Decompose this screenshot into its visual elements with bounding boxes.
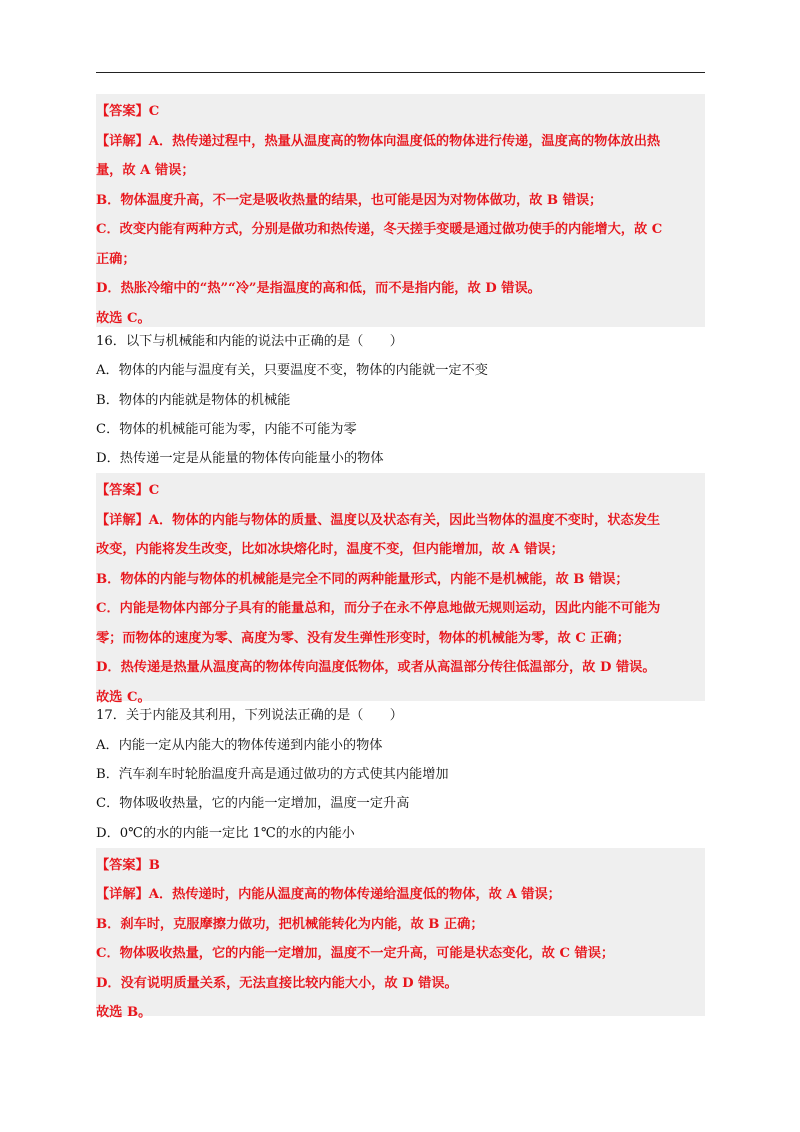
question-17 bbox=[96, 701, 705, 847]
answer-line: B．刹车时，克服摩擦力做功，把机械能转化为内能，故 B 正确； bbox=[96, 916, 484, 932]
answer-line: D．热胀冷缩中的“热”“冷”是指温度的高和低，而不是指内能，故 D 错误。 bbox=[96, 281, 541, 296]
answer-line: 【答案】B bbox=[96, 857, 160, 873]
option-c: C．物体的机械能可能为零，内能不可能为零 bbox=[96, 421, 357, 437]
answer-line: C．物体吸收热量，它的内能一定增加，温度不一定升高，可能是状态变化，故 C 错误； bbox=[96, 946, 615, 962]
option-a: A．物体的内能与温度有关，只要温度不变，物体的内能就一定不变 bbox=[96, 363, 488, 379]
answer-line: D．没有说明质量关系，无法直接比较内能大小，故 D 错误。 bbox=[96, 975, 458, 991]
answer-line: 【详解】A．热传递过程中，热量从温度高的物体向温度低的物体进行传递，温度高的物体放出热 bbox=[96, 133, 661, 149]
answer-line: C．内能是物体内部分子具有的能量总和，而分子在永不停息地做无规则运动，因此内能不可能为 bbox=[96, 601, 661, 617]
answer-line: 正确； bbox=[96, 251, 136, 267]
answer-line: 故选 C。 bbox=[96, 689, 151, 705]
answer-block-15 bbox=[96, 94, 705, 327]
header-rule bbox=[96, 72, 705, 73]
answer-line: 【详解】A．物体的内能与物体的质量、温度以及状态有关，因此当物体的温度不变时，状态发生 bbox=[96, 512, 661, 528]
answer-line: 【答案】C bbox=[96, 104, 160, 119]
question-stem: 16．以下与机械能和内能的说法中正确的是（ ） bbox=[96, 334, 403, 349]
answer-line: 【详解】A．热传递时，内能从温度高的物体传递给温度低的物体，故 A 错误； bbox=[96, 887, 561, 903]
answer-line: B．物体的内能与物体的机械能是完全不同的两种能量形式，内能不是机械能，故 B 错误； bbox=[96, 571, 629, 587]
option-b: B．汽车刹车时轮胎温度升高是通过做功的方式使其内能增加 bbox=[96, 767, 449, 783]
option-c: C．物体吸收热量，它的内能一定增加，温度一定升高 bbox=[96, 796, 410, 812]
answer-line: 故选 C。 bbox=[96, 310, 151, 326]
page-body bbox=[96, 94, 705, 1021]
answer-block-16 bbox=[96, 473, 705, 705]
answer-line: 量，故 A 错误； bbox=[96, 163, 195, 178]
option-d: D．热传递一定是从能量的物体传向能量小的物体 bbox=[96, 451, 384, 467]
answer-block-17 bbox=[96, 848, 705, 1021]
answer-line: 故选 B。 bbox=[96, 1005, 152, 1021]
answer-line: D．热传递是热量从温度高的物体传向温度低物体，或者从高温部分传往低温部分，故 D 错误。 bbox=[96, 660, 656, 676]
answer-line: 【答案】C bbox=[96, 483, 160, 499]
question-16 bbox=[96, 327, 705, 473]
option-d: D．0℃的水的内能一定比 1℃的水的内能小 bbox=[96, 825, 355, 841]
answer-line: 改变，内能将发生改变，比如冰块熔化时，温度不变，但内能增加，故 A 错误； bbox=[96, 542, 564, 558]
option-b: B．物体的内能就是物体的机械能 bbox=[96, 392, 291, 408]
answer-line: B．物体温度升高，不一定是吸收热量的结果，也可能是因为对物体做功，故 B 错误； bbox=[96, 192, 603, 208]
answer-line: 零；而物体的速度为零、高度为零、没有发生弹性形变时，物体的机械能为零，故 C 正确； bbox=[96, 630, 630, 646]
question-stem: 17．关于内能及其利用，下列说法正确的是（ ） bbox=[96, 708, 403, 724]
option-a: A．内能一定从内能大的物体传递到内能小的物体 bbox=[96, 737, 383, 753]
answer-line: C．改变内能有两种方式，分别是做功和热传递，冬天搓手变暖是通过做功使手的内能增大，故 C bbox=[96, 222, 663, 237]
